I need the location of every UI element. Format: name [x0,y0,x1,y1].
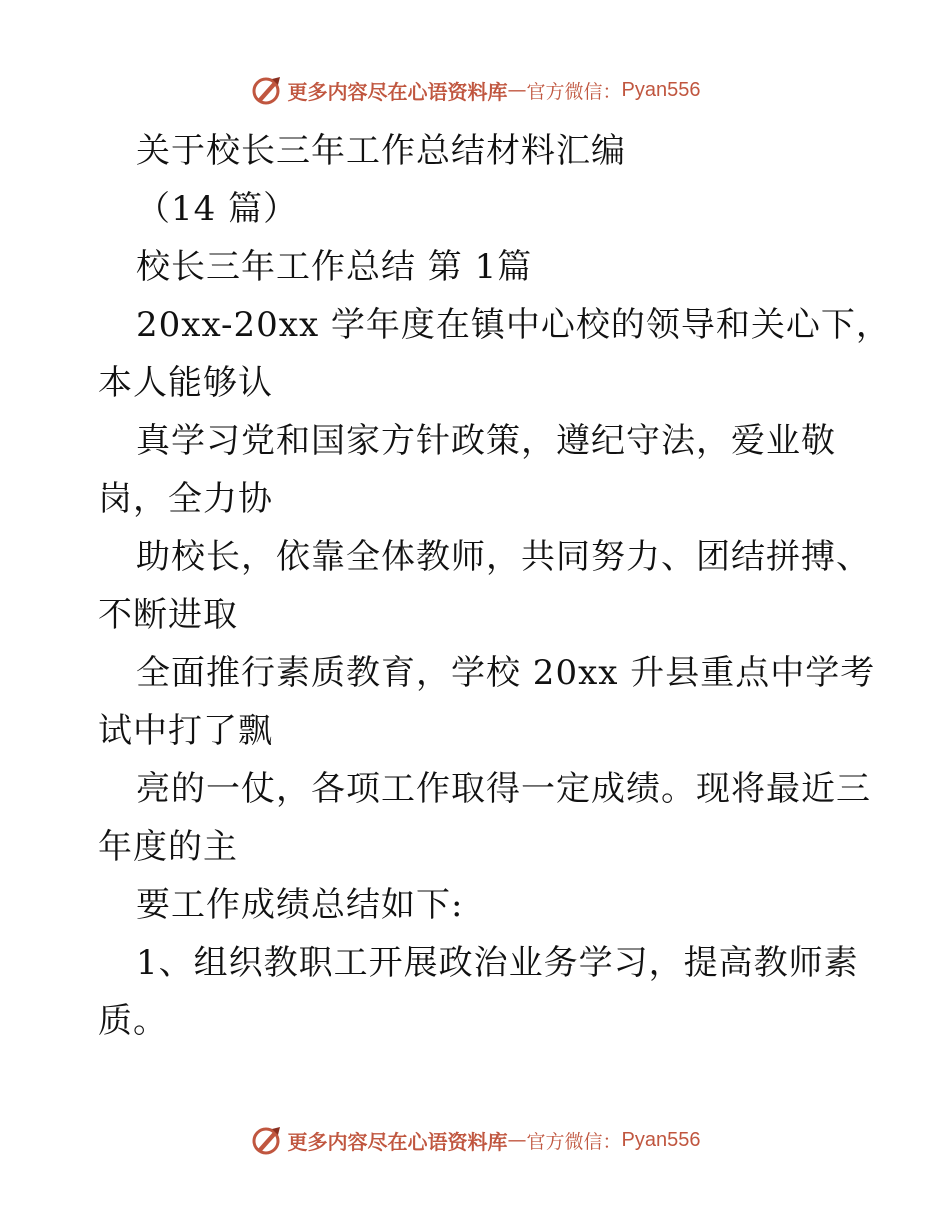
wechat-label: 官方微信： [526,80,622,103]
paragraph-line: 亮的一仗，各项工作取得一定成绩。现将最近三 [136,769,871,809]
paragraph-line: 质。 [98,1001,168,1041]
wechat-label: 官方微信： [526,1130,622,1153]
pen-logo-icon [250,1123,284,1157]
document-body [98,122,891,1050]
pen-logo-icon [250,73,284,107]
header-watermark [0,70,950,110]
paragraph-line: 不断进取 [98,595,238,635]
paragraph-line: 全面推行素质教育，学校 20xx 升县重点中学考 [136,653,876,693]
paragraph-line: 岗，全力协 [98,479,273,519]
paragraph-line: 要工作成绩总结如下: [136,885,464,925]
paragraph-line: 试中打了飘 [98,711,273,751]
paragraph-line: 真学习党和国家方针政策，遵纪守法，爱业敬 [136,421,836,461]
promo-text: 更多内容尽在心语资料库 [287,79,508,104]
separator: — [507,1129,527,1151]
section-heading: 校长三年工作总结 第 1篇 [136,247,533,287]
paragraph-line: 助校长，依靠全体教师，共同努力、团结拼搏、 [136,537,871,577]
paragraph-line: 本人能够认 [98,363,273,403]
footer-watermark [0,1120,950,1160]
paragraph-line: 20xx-20xx 学年度在镇中心校的领导和关心下， [136,305,891,345]
paragraph-line: 1、组织教职工开展政治业务学习，提高教师素 [136,943,859,983]
separator: — [507,79,527,101]
paragraph-line: 年度的主 [98,827,238,867]
wechat-id: Pyan556 [621,78,701,101]
doc-count: （14 篇） [136,189,299,229]
promo-text: 更多内容尽在心语资料库 [287,1129,508,1154]
wechat-id: Pyan556 [621,1128,701,1151]
doc-title: 关于校长三年工作总结材料汇编 [136,131,626,171]
